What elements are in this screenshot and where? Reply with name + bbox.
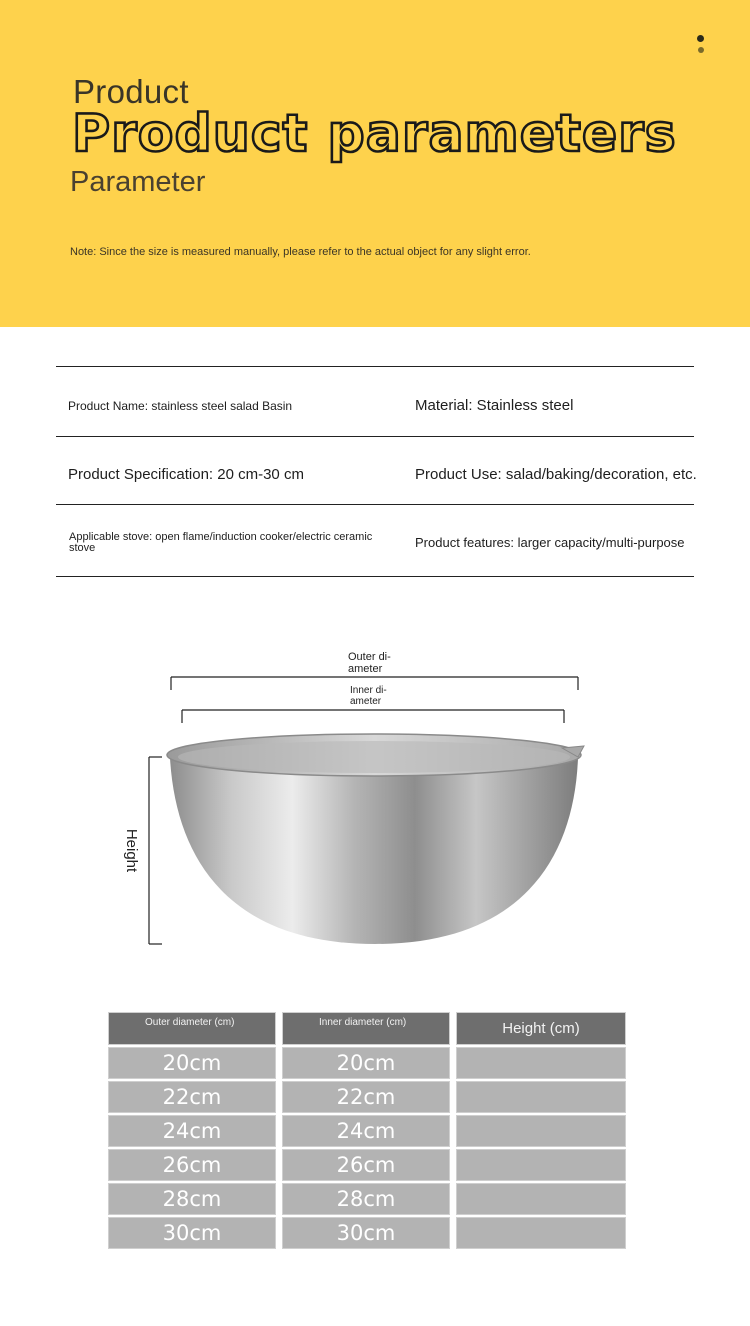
table-cell: 28cm	[108, 1183, 276, 1215]
table-cell: 30cm	[282, 1217, 450, 1249]
outer-diameter-label: Outer di- ameter	[348, 651, 391, 675]
banner-heading-big: Product parameters	[72, 104, 677, 164]
param-product-name: Product Name: stainless steel salad Basin	[68, 399, 293, 413]
table-cell: 22cm	[282, 1081, 450, 1113]
table-cell: 24cm	[108, 1115, 276, 1147]
header-inner-diameter: Inner diameter (cm)	[282, 1012, 450, 1045]
inner-diameter-bracket	[182, 710, 564, 723]
table-cell: 28cm	[282, 1183, 450, 1215]
inner-diameter-label: Inner di- ameter	[350, 685, 387, 707]
param-material: Material: Stainless steel	[415, 397, 574, 414]
table-cell: 30cm	[108, 1217, 276, 1249]
param-use: Product Use: salad/baking/decoration, etc.	[415, 466, 697, 483]
param-stove: Applicable stove: open flame/induction cooker/electric ceramic stove	[69, 531, 373, 554]
table-cell: 26cm	[108, 1149, 276, 1181]
table-cell	[456, 1081, 626, 1113]
measurement-note: Note: Since the size is measured manually, please refer to the actual object for any slight error.	[70, 246, 531, 258]
table-cell: 22cm	[108, 1081, 276, 1113]
outer-diameter-bracket	[171, 677, 578, 690]
header-outer-diameter: Outer diameter (cm)	[108, 1012, 276, 1045]
header-height: Height (cm)	[456, 1012, 626, 1045]
height-bracket	[149, 757, 162, 944]
table-cell	[456, 1047, 626, 1079]
table-cell	[456, 1217, 626, 1249]
banner-heading-small: Product	[73, 73, 189, 110]
table-cell	[456, 1115, 626, 1147]
bowl-image	[167, 734, 584, 944]
banner-heading-sub: Parameter	[70, 166, 206, 198]
table-cell	[456, 1183, 626, 1215]
table-cell: 24cm	[282, 1115, 450, 1147]
table-cell	[456, 1149, 626, 1181]
param-specification: Product Specification: 20 cm-30 cm	[68, 466, 304, 483]
param-features: Product features: larger capacity/multi-purpose	[415, 535, 685, 550]
table-cell: 20cm	[108, 1047, 276, 1079]
height-label: Height	[123, 828, 141, 873]
table-cell: 26cm	[282, 1149, 450, 1181]
table-cell: 20cm	[282, 1047, 450, 1079]
